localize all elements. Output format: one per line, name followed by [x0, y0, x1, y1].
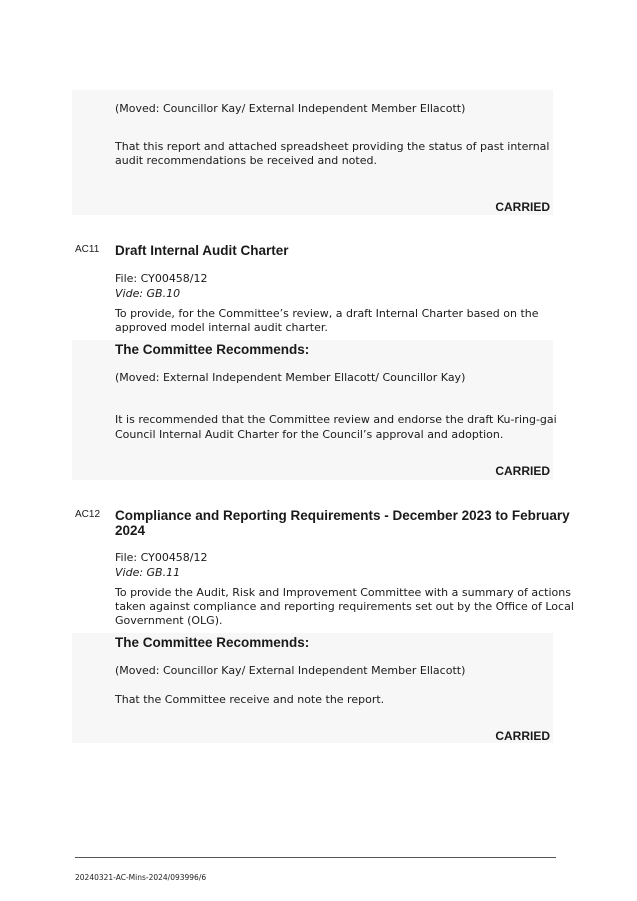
resolution-text: audit recommendations be received and noted.	[115, 154, 377, 167]
status-carried: CARRIED	[495, 464, 550, 478]
resolution-text: That the Committee receive and note the report.	[115, 693, 385, 706]
status-carried: CARRIED	[495, 200, 550, 214]
item-title: 2024	[115, 523, 146, 538]
purpose-text: To provide the Audit, Risk and Improvement Committee with a summary of actions	[115, 586, 571, 599]
status-carried: CARRIED	[495, 729, 550, 743]
resolution-box	[72, 340, 553, 480]
item-number: AC11	[75, 244, 100, 255]
item-title: Compliance and Reporting Requirements - December 2023 to February	[115, 508, 570, 523]
resolution-text: Council Internal Audit Charter for the Council’s approval and adoption.	[115, 428, 504, 441]
recommends-heading: The Committee Recommends:	[115, 635, 310, 650]
recommends-heading: The Committee Recommends:	[115, 342, 310, 357]
purpose-text: To provide, for the Committee’s review, a draft Internal Charter based on the	[115, 307, 539, 320]
resolution-text: It is recommended that the Committee review and endorse the draft Ku-ring-gai	[115, 413, 557, 426]
footer-rule	[75, 857, 556, 858]
moved-by: (Moved: Councillor Kay/ External Independent Member Ellacott)	[115, 102, 466, 115]
vide-reference: Vide: GB.10	[115, 287, 181, 300]
purpose-text: Government (OLG).	[115, 614, 223, 627]
item-number: AC12	[75, 509, 101, 520]
document-reference: 20240321-AC-Mins-2024/093996/6	[75, 873, 207, 882]
purpose-text: taken against compliance and reporting requirements set out by the Office of Local	[115, 600, 574, 613]
item-title: Draft Internal Audit Charter	[115, 243, 289, 258]
file-reference: File: CY00458/12	[115, 551, 208, 564]
moved-by: (Moved: External Independent Member Ellacott/ Councillor Kay)	[115, 371, 466, 384]
purpose-text: approved model internal audit charter.	[115, 321, 328, 334]
vide-reference: Vide: GB.11	[115, 566, 181, 579]
moved-by: (Moved: Councillor Kay/ External Independent Member Ellacott)	[115, 664, 466, 677]
file-reference: File: CY00458/12	[115, 272, 208, 285]
resolution-text: That this report and attached spreadsheet providing the status of past internal	[115, 140, 550, 153]
